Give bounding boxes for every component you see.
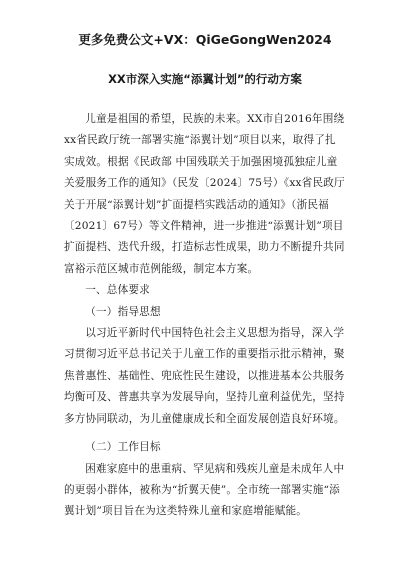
promo-banner: 更多免费公文+VX：QiGeGongWen2024 [78,32,332,47]
intro-paragraph: 儿童是祖国的希望，民族的未来。XX市自2016年围绕xx省民政厅统一部署实施“添翼计划”项目以来，取得了扎实成效。根据《民政部 中国残联关于加强困境孤独症儿童关爱服务工作的通知》（民发〔2024〕75号）《xx省民政厅关于开展“添翼计划”扩面提档实践活动的通知》（浙民福〔2021〕67号）等文件精神，进一步推进“添翼计划”项目扩面提档、迭代升级，打造标志性成果，助力不断提升共同富裕示范区城市范例能级，制定本方案。 [64,113,345,275]
document-title: XX市深入实施“添翼计划”的行动方案 [108,72,302,86]
subsection-heading-guiding-ideology: （一）指导思想 [85,305,161,318]
work-goals-paragraph: 困难家庭中的患重病、罕见病和残疾儿童是未成年人中的更弱小群体，被称为“折翼天使”。全市统一部署实施“添翼计划”项目旨在为这类特殊儿童和家庭增能赋能。 [64,462,345,518]
spacer [64,430,346,437]
subsection-heading-work-goals: （二）工作目标 [85,441,161,454]
section-heading-general-requirements: 一、总体要求 [85,284,150,297]
guiding-ideology-paragraph: 以习近平新时代中国特色社会主义思想为指导，深入学习贯彻习近平总书记关于儿童工作的重要指示批示精神，聚焦普惠性、基础性、兜底性民生建设，以推进基本公共服务均衡可及、普惠共享为发展导向，坚持儿童利益优先，坚持多方协同联动，为儿童健康成长和全面发展创造良好环境。 [64,327,345,425]
